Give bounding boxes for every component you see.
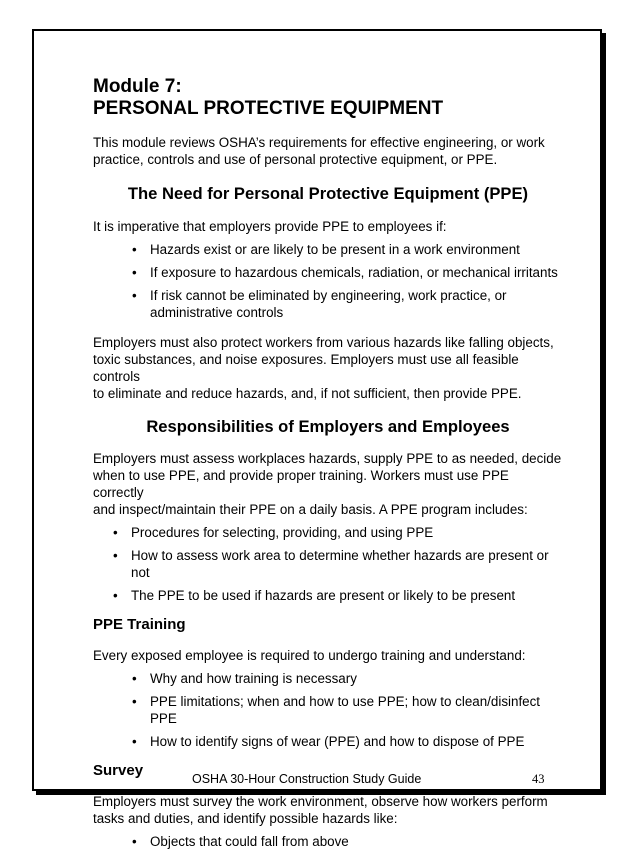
- list-item: • Procedures for selecting, providing, and using PPE: [113, 525, 434, 540]
- training-lead: Every exposed employee is required to undergo training and understand:: [93, 648, 526, 663]
- bullet-icon: •: [132, 694, 137, 709]
- survey-bullet-list: [132, 833, 563, 850]
- intro-line: This module reviews OSHA’s requirements for effective engineering, or work: [93, 135, 545, 150]
- bullet-icon: •: [132, 671, 137, 686]
- paragraph-line: tasks and duties, and identify possible hazards like:: [93, 811, 398, 826]
- bullet-icon: •: [132, 242, 137, 257]
- section-heading-ppe-training: PPE Training: [93, 616, 186, 633]
- need-bullet-list: [132, 241, 563, 321]
- module-name: PERSONAL PROTECTIVE EQUIPMENT: [93, 98, 444, 119]
- list-item: • Why and how training is necessary: [132, 671, 357, 686]
- footer-title: OSHA 30-Hour Construction Study Guide: [192, 772, 422, 786]
- need-paragraph: [93, 334, 563, 402]
- module-title: [93, 76, 563, 120]
- bullet-icon: •: [132, 288, 137, 303]
- paragraph-line: Employers must also protect workers from various hazards like falling objects,: [93, 335, 554, 350]
- paragraph-line: to eliminate and reduce hazards, and, if not sufficient, then provide PPE.: [93, 386, 522, 401]
- need-lead: It is imperative that employers provide PPE to employees if:: [93, 219, 447, 234]
- paragraph-line: and inspect/maintain their PPE on a daily basis. A PPE program includes:: [93, 502, 528, 517]
- list-item: • If exposure to hazardous chemicals, radiation, or mechanical irritants: [132, 265, 558, 280]
- list-item: • How to assess work area to determine whether hazards are present or not: [113, 548, 549, 580]
- bullet-icon: •: [132, 265, 137, 280]
- list-item: • The PPE to be used if hazards are present or likely to be present: [113, 588, 516, 603]
- section-heading-survey: Survey: [93, 762, 144, 779]
- paragraph-line: when to use PPE, and provide proper training. Workers must use PPE correctly: [93, 468, 509, 500]
- list-item: • Hazards exist or are likely to be present in a work environment: [132, 242, 520, 257]
- bullet-icon: •: [113, 525, 118, 540]
- intro-paragraph: [93, 134, 563, 168]
- list-item: • How to identify signs of wear (PPE) and how to dispose of PPE: [132, 734, 525, 749]
- paragraph-line: toxic substances, and noise exposures. Employers must use all feasible controls: [93, 352, 519, 384]
- list-item: • PPE limitations; when and how to use PPE; how to clean/disinfect PPE: [132, 694, 541, 726]
- ppe-program-bullet-list: [113, 524, 563, 604]
- responsibilities-paragraph: [93, 450, 563, 518]
- training-bullet-list: [132, 670, 563, 750]
- page-footer: [0, 772, 638, 788]
- bullet-icon: •: [113, 588, 118, 603]
- list-item: • Objects that could fall from above: [132, 834, 349, 849]
- section-heading-responsibilities: Responsibilities of Employers and Employees: [146, 417, 510, 436]
- intro-line: practice, controls and use of personal protective equipment, or PPE.: [93, 152, 498, 167]
- bullet-icon: •: [113, 548, 118, 563]
- bullet-icon: •: [132, 734, 137, 749]
- paragraph-line: Employers must survey the work environment, observe how workers perform: [93, 794, 548, 809]
- page-number: 43: [532, 772, 545, 786]
- paragraph-line: Employers must assess workplaces hazards, supply PPE to as needed, decide: [93, 451, 562, 466]
- bullet-icon: •: [132, 834, 137, 849]
- module-number: Module 7:: [93, 76, 182, 97]
- survey-paragraph: [93, 793, 563, 827]
- page-content: [93, 76, 563, 850]
- section-heading-need-ppe: The Need for Personal Protective Equipment (PPE): [127, 184, 529, 203]
- list-item: • If risk cannot be eliminated by engineering, work practice, or administrative controls: [132, 288, 507, 320]
